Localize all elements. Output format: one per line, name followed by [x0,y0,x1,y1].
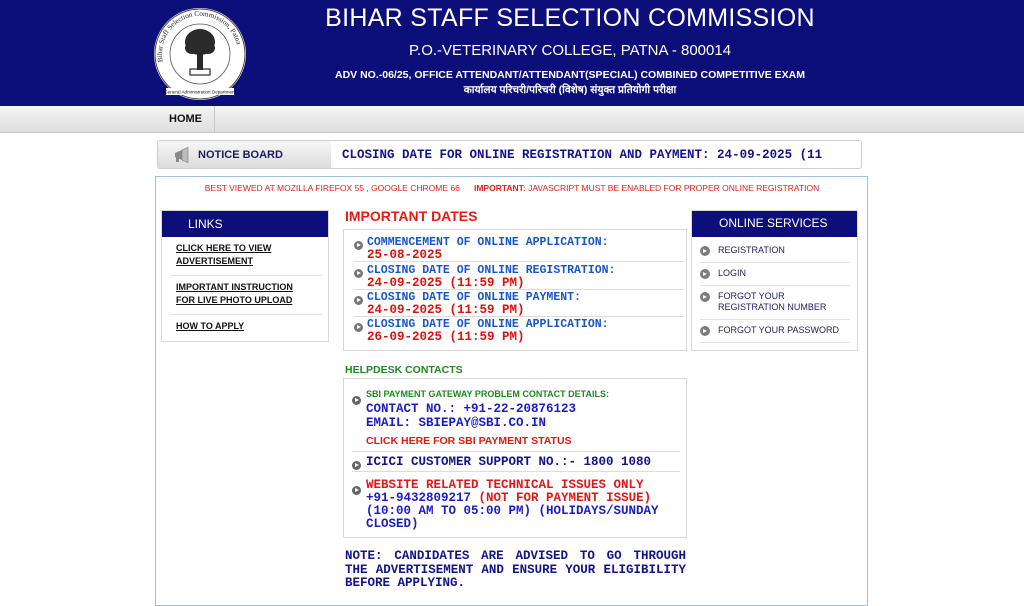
notice-marquee-text[interactable]: CLOSING DATE FOR ONLINE REGISTRATION AND PAYMENT: 24-09-2025 (11 [342,148,823,162]
helpdesk-contacts-box [343,378,687,538]
date-item [354,263,684,290]
logo-ring-text: Bihar Staff Selection Commission, Patna [155,9,243,63]
divider [700,319,850,320]
link-view-advertisement[interactable] [176,242,271,268]
bullet-arrow-icon [354,241,363,250]
sbi-contact-number: CONTACT NO.: +91-22-20876123 [366,402,577,416]
date-value: 24-09-2025 (11:59 PM) [367,303,525,317]
javascript-note: JAVASCRIPT MUST BE ENABLED FOR PROPER ONLINE REGISTRATION [528,183,820,193]
divider [352,451,680,452]
important-label: IMPORTANT: [473,183,526,193]
arrow-circle-icon [700,292,710,302]
important-dates-list [343,229,687,351]
sbi-email: EMAIL: SBIEPAY@SBI.CO.IN [366,416,547,430]
service-label: FORGOT YOUR PASSWORD [718,325,840,335]
advertisement-hindi: कार्यालय परिचरी/परिचरी (विशेष) संयुक्त प्रतियोगी परीक्षा [463,84,677,96]
browser-recommendation [0,183,1024,193]
link-how-to-apply[interactable]: HOW TO APPLY [176,321,245,331]
date-label: CLOSING DATE OF ONLINE APPLICATION: [367,318,609,331]
service-label: FORGOT YOUR [718,291,785,301]
sbi-payment-status-link[interactable]: CLICK HERE FOR SBI PAYMENT STATUS [366,435,572,447]
bodhi-tree-emblem-icon [152,6,248,102]
browser-note-text: BEST VIEWED AT MOZILLA FIREFOX 55 , GOOGLE CHROME 66 [204,183,460,193]
date-value: 25-08-2025 [367,248,443,262]
date-value: 24-09-2025 (11:59 PM) [367,276,525,290]
divider [700,262,850,263]
advertisement-number: ADV NO.-06/25, OFFICE ATTENDANT/ATTENDANT(SPECIAL) COMBINED COMPETITIVE EXAM [335,69,805,81]
helpdesk-title: HELPDESK CONTACTS [345,364,463,376]
eligibility-note: NOTE: CANDIDATES ARE ADVISED TO GO THROUGH THE ADVERTISEMENT AND ENSURE YOUR ELIGIBILITY BEFORE APPLYING. [345,549,686,590]
bullet-arrow-icon [354,323,363,332]
link-line: IMPORTANT INSTRUCTION [176,282,293,292]
important-dates-title: IMPORTANT DATES [345,208,478,224]
arrow-circle-icon [700,246,710,256]
nav-home-link[interactable]: HOME [157,106,215,133]
icici-support-number: ICICI CUSTOMER SUPPORT NO.:- 1800 1080 [366,455,652,469]
notice-board-label-area [158,141,331,168]
divider [170,314,322,315]
service-label-multiline [718,291,826,313]
megaphone-icon [173,147,191,163]
service-forgot-registration-link[interactable] [700,291,854,315]
online-services-panel [691,210,858,351]
tech-contact [366,491,651,505]
bullet-arrow-icon [352,486,361,495]
link-line: CLICK HERE TO VIEW [176,243,272,253]
arrow-circle-icon [700,326,710,336]
date-item [354,317,684,344]
bullet-arrow-icon [354,269,363,278]
commission-address: P.O.-VETERINARY COLLEGE, PATNA - 800014 [408,42,732,59]
online-services-title: ONLINE SERVICES [692,211,857,237]
date-item [354,235,684,262]
links-panel [161,210,329,342]
date-item [354,290,684,317]
nav-bar [0,106,1024,133]
date-label: CLOSING DATE OF ONLINE PAYMENT: [367,291,581,304]
links-panel-title: LINKS [162,211,328,237]
tech-issues-heading: WEBSITE RELATED TECHNICAL ISSUES ONLY [366,478,644,492]
service-label: REGISTRATION [718,245,785,255]
bullet-arrow-icon [352,461,361,470]
link-live-photo-instruction[interactable] [176,281,293,307]
tech-phone-note: (NOT FOR PAYMENT ISSUE) [478,491,652,505]
sbi-gateway-heading: SBI PAYMENT GATEWAY PROBLEM CONTACT DETAILS: [366,389,610,399]
notice-board [157,140,862,169]
arrow-circle-icon [700,269,710,279]
bullet-arrow-icon [352,396,361,405]
tech-phone: +91-9432809217 [366,491,472,505]
bullet-arrow-icon [354,296,363,305]
commission-logo [152,6,248,102]
date-value: 26-09-2025 (11:59 PM) [367,330,525,344]
divider [352,471,680,472]
page-title: BIHAR STAFF SELECTION COMMISSION [325,4,815,32]
date-label: COMMENCEMENT OF ONLINE APPLICATION: [367,236,609,249]
divider [170,275,322,276]
date-label: CLOSING DATE OF ONLINE REGISTRATION: [367,264,616,277]
divider [700,285,850,286]
link-line: ADVERTISEMENT [176,256,254,266]
service-label: REGISTRATION NUMBER [718,302,827,312]
logo-department-text: General Administration Department [164,89,236,95]
tech-hours: (10:00 AM TO 05:00 PM) (HOLIDAYS/SUNDAY [366,504,659,518]
link-line: FOR LIVE PHOTO UPLOAD [176,295,293,305]
service-label: LOGIN [718,268,747,278]
notice-board-title: NOTICE BOARD [198,149,283,161]
site-header [0,0,1024,106]
divider [700,342,850,343]
tech-hours-closed: CLOSED) [366,517,419,531]
